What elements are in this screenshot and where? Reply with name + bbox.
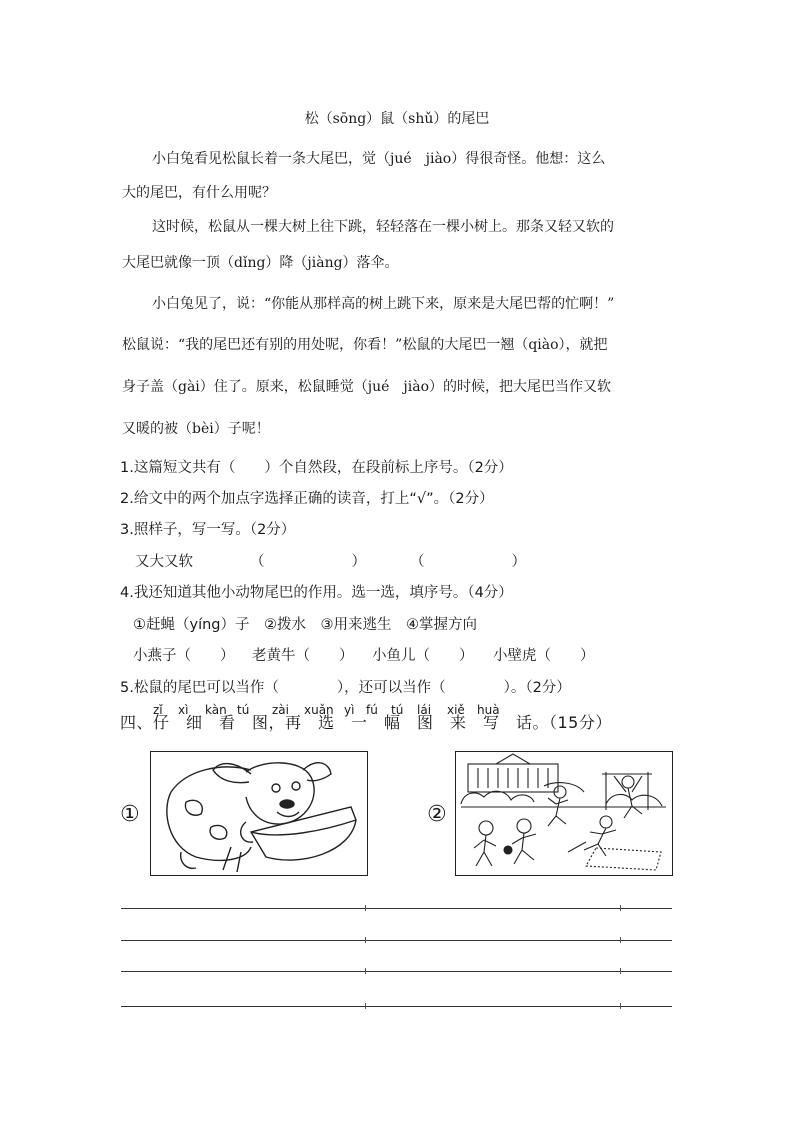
question-3: 3.照样子，写一写。（2分） <box>120 522 296 538</box>
picture-frame-2[interactable] <box>455 751 673 876</box>
question-4-options: ①赶蝇（yíng）子 ②拨水 ③用来逃生 ④掌握方向 <box>133 617 477 633</box>
playground-illustration <box>456 752 672 875</box>
writing-line[interactable] <box>121 971 672 972</box>
question-4-animal[interactable]: 小壁虎（ ） <box>493 648 595 664</box>
passage-line: 又暖的被（bèi）子呢！ <box>122 421 270 437</box>
line-tick <box>620 905 621 911</box>
question-3-example: 又大又软 <box>135 554 193 570</box>
question-4-animal[interactable]: 老黄牛（ ） <box>252 648 354 664</box>
writing-line[interactable] <box>121 1006 672 1007</box>
question-2: 2.给文中的两个加点字选择正确的读音，打上“√”。（2分） <box>120 491 494 507</box>
writing-line[interactable] <box>121 940 672 941</box>
question-3-blank[interactable]: （ ） <box>250 554 366 570</box>
passage-line: 大尾巴就像一顶（dǐng）降（jiàng）落伞。 <box>122 255 399 271</box>
passage-title: 松（sōng）鼠（shǔ）的尾巴 <box>304 111 490 127</box>
question-1: 1.这篇短文共有（ ）个自然段，在段前标上序号。（2分） <box>120 460 513 476</box>
line-tick <box>620 968 621 974</box>
line-tick <box>365 1003 366 1009</box>
passage-line: 小白兔见了，说：“你能从那样高的树上跳下来，原来是大尾巴帮的忙啊！” <box>152 296 615 312</box>
puppy-illustration <box>151 752 367 875</box>
line-tick <box>365 937 366 943</box>
question-3-blank[interactable]: （ ） <box>410 554 526 570</box>
line-tick <box>365 905 366 911</box>
passage-line: 松鼠说：“我的尾巴还有别的用处呢，你看！”松鼠的大尾巴一翘（qiào），就把 <box>122 337 608 353</box>
picture-number: ① <box>120 802 140 827</box>
question-4-animal[interactable]: 小燕子（ ） <box>133 648 235 664</box>
section4-heading: 四、仔 细 看 图，再 选 一 幅 图 来 写 话。（15分） <box>120 713 612 732</box>
passage-line: 大的尾巴，有什么用呢？ <box>122 185 276 201</box>
question-5: 5.松鼠的尾巴可以当作（ ），还可以当作（ ）。（2分） <box>120 680 571 696</box>
passage-line: 身子盖（gài）住了。原来，松鼠睡觉（jué jiào）的时候，把大尾巴当作又软 <box>122 379 612 395</box>
line-tick <box>620 1003 621 1009</box>
picture-frame-1[interactable] <box>150 751 368 876</box>
line-tick <box>365 968 366 974</box>
question-4: 4.我还知道其他小动物尾巴的作用。选一选，填序号。（4分） <box>120 585 513 601</box>
question-4-animal[interactable]: 小鱼儿（ ） <box>372 648 474 664</box>
picture-number: ② <box>427 802 447 827</box>
writing-line[interactable] <box>121 908 672 909</box>
passage-line: 这时候，松鼠从一棵大树上往下跳，轻轻落在一棵小树上。那条又轻又软的 <box>152 219 614 235</box>
line-tick <box>620 937 621 943</box>
passage-line: 小白兔看见松鼠长着一条大尾巴，觉（jué jiào）得很奇怪。他想：这么 <box>152 151 606 167</box>
